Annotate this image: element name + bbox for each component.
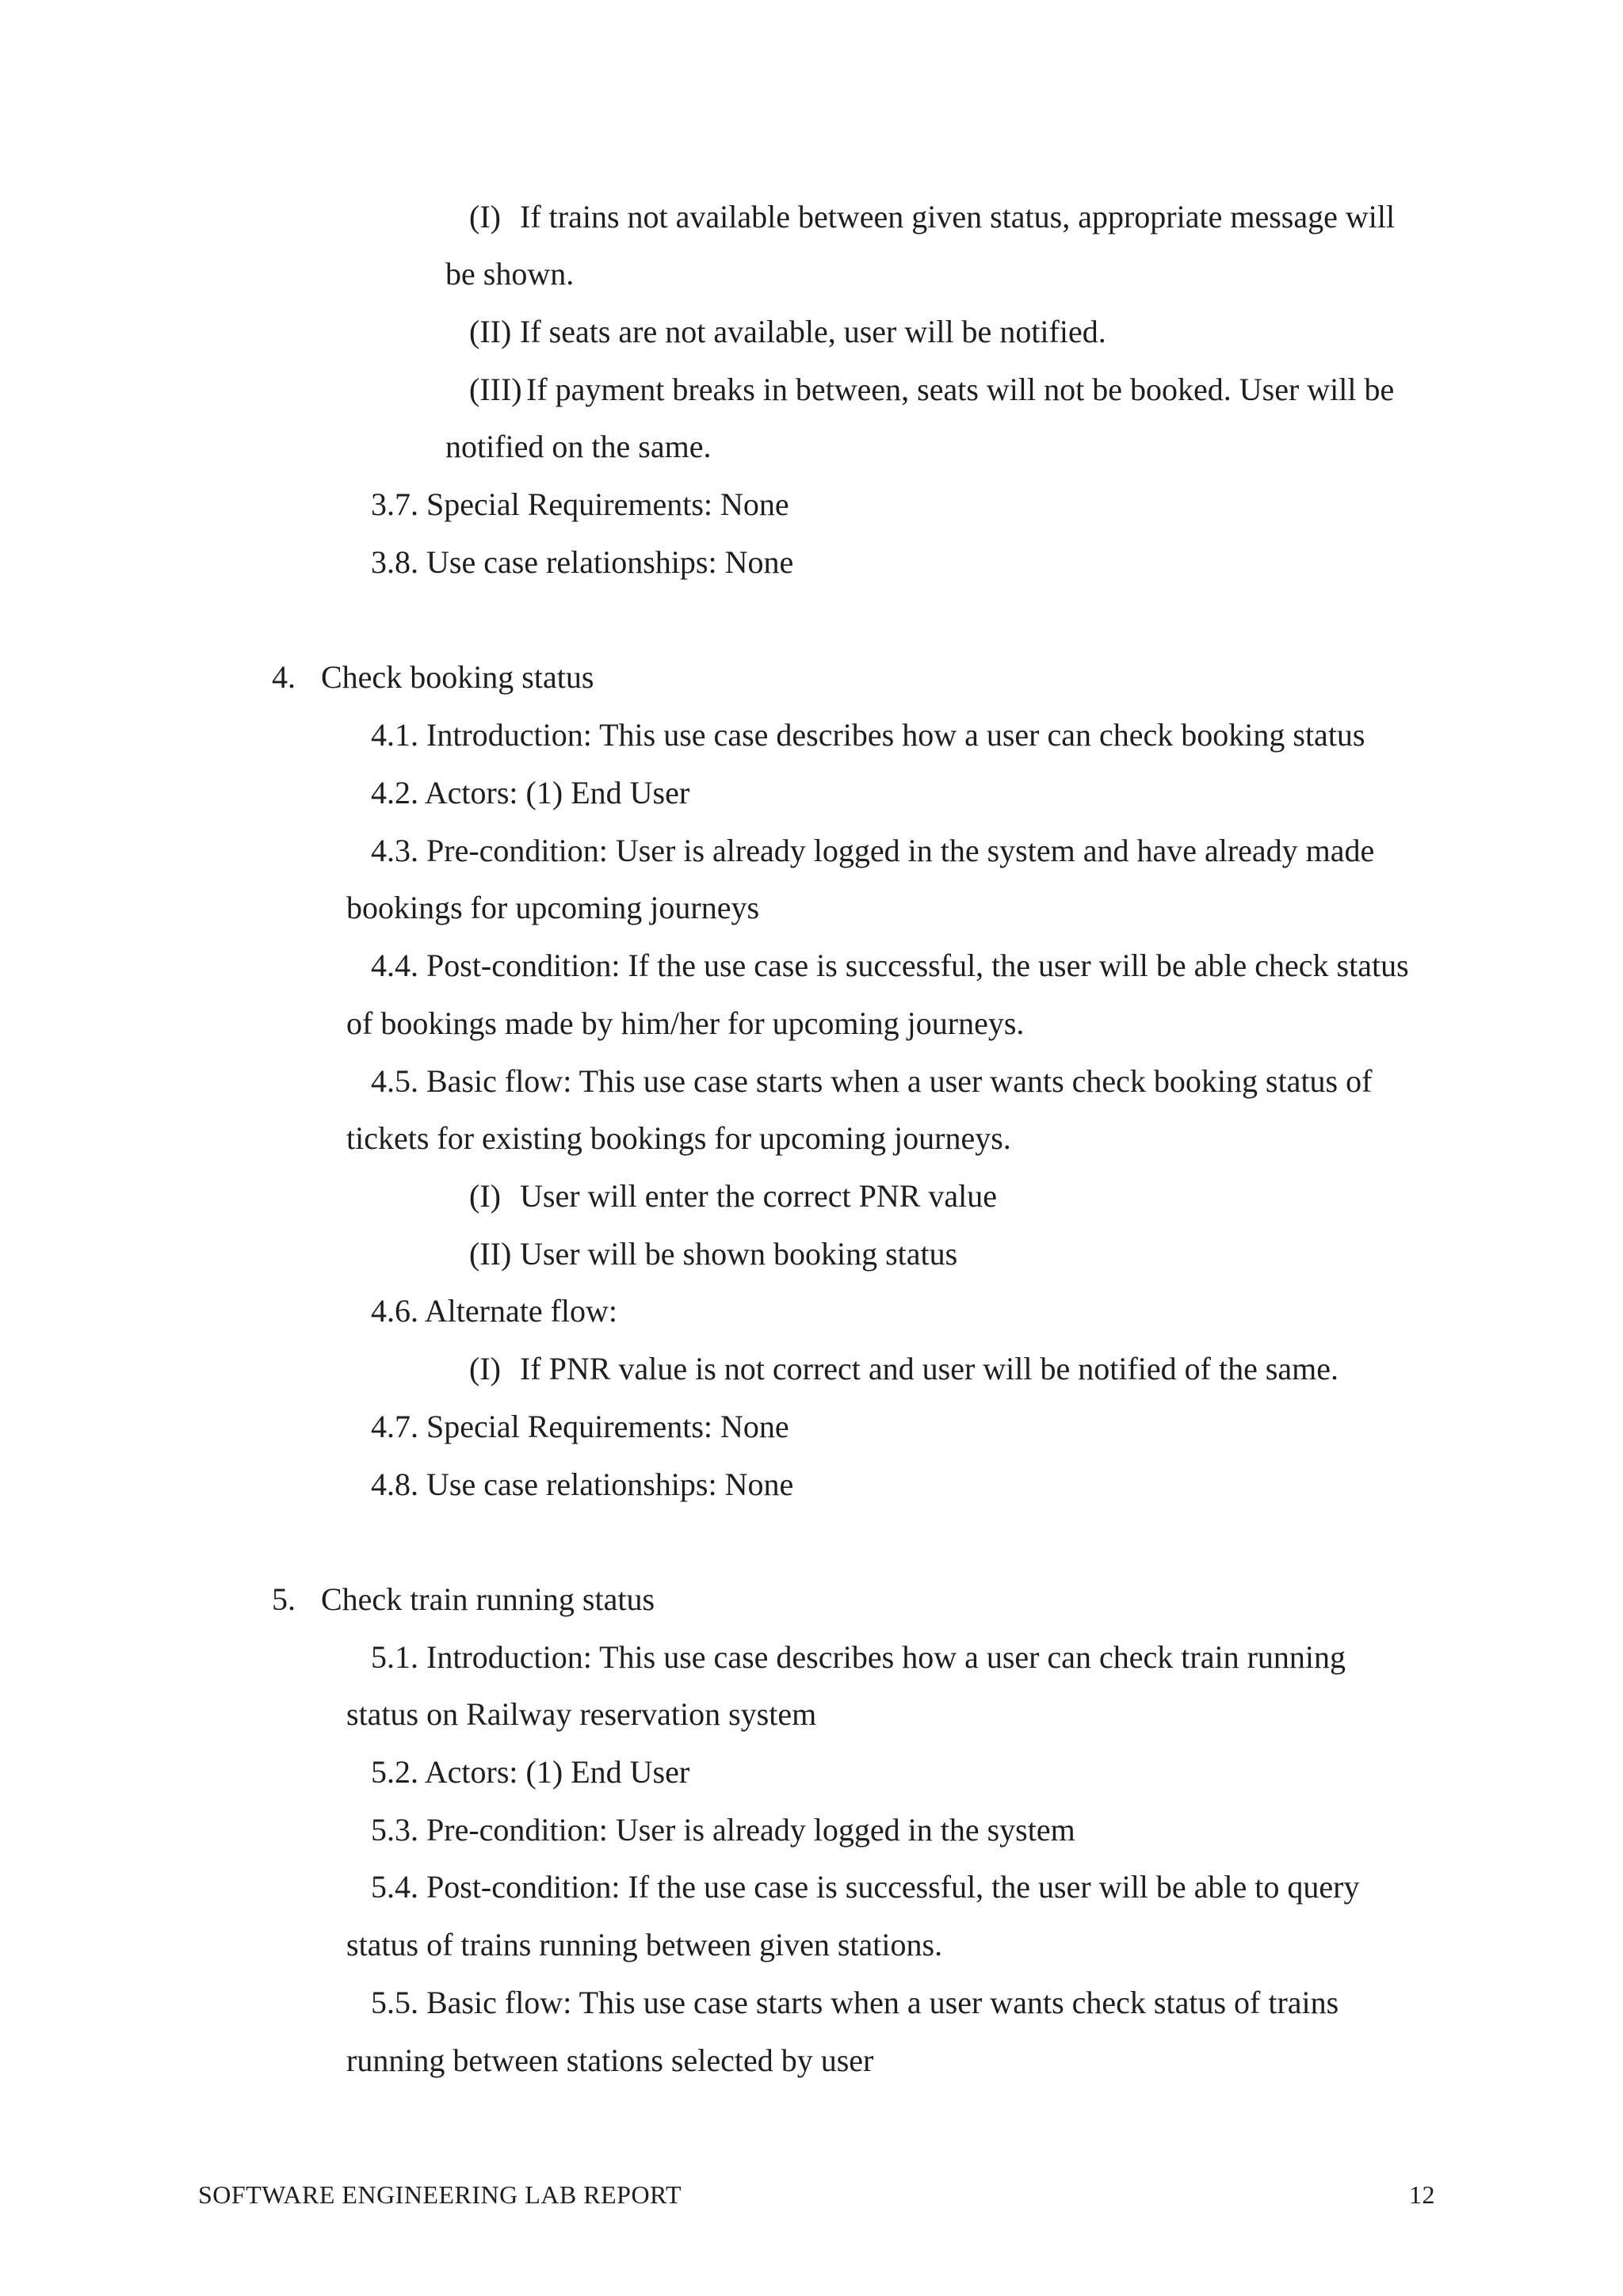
subsection-line: 4.1. Introduction: This use case describes how a user can check booking status (371, 717, 1365, 753)
section-number: 4. (272, 659, 296, 695)
list-item-text: If payment breaks in between, seats will not be booked. User will be (526, 372, 1395, 407)
section-number: 5. (272, 1581, 296, 1617)
list-marker: (III) (469, 372, 522, 407)
subsection-line: 4.2. Actors: (1) End User (371, 775, 690, 810)
section-heading (272, 1581, 655, 1619)
subsection-line: 5.4. Post-condition: If the use case is successful, the user will be able to query (371, 1869, 1360, 1905)
subsection-line: 4.7. Special Requirements: None (371, 1409, 789, 1444)
list-marker: (II) (469, 314, 512, 349)
list-item (469, 371, 1394, 409)
subsection-continuation: of bookings made by him/her for upcoming journeys. (346, 1005, 1025, 1041)
list-item (469, 1235, 957, 1273)
subsection-line: 4.3. Pre-condition: User is already logged in the system and have already made (371, 833, 1375, 868)
list-item-text: If seats are not available, user will be notified. (520, 314, 1106, 349)
page-number: 12 (1409, 2180, 1435, 2209)
subsection-line: 5.5. Basic flow: This use case starts when a user wants check status of trains (371, 1985, 1339, 2020)
list-item (469, 1350, 1338, 1388)
list-marker: (I) (469, 1351, 501, 1386)
list-marker: (I) (469, 199, 501, 235)
list-item-continuation: notified on the same. (445, 429, 712, 464)
subsection-continuation: status of trains running between given stations. (346, 1927, 943, 1962)
list-item-text: If PNR value is not correct and user will be notified of the same. (520, 1351, 1339, 1386)
list-item (469, 313, 1106, 351)
subsection-line: 5.2. Actors: (1) End User (371, 1754, 690, 1790)
subsection-line: 4.6. Alternate flow: (371, 1293, 618, 1329)
list-marker: (I) (469, 1178, 501, 1214)
subsection-line: 4.4. Post-condition: If the use case is successful, the user will be able check status (371, 948, 1409, 983)
subsection-continuation: status on Railway reservation system (346, 1696, 817, 1732)
subsection-line: 4.8. Use case relationships: None (371, 1466, 794, 1502)
section-heading (272, 658, 594, 696)
section-title: Check train running status (321, 1581, 655, 1617)
list-item-continuation: be shown. (445, 256, 575, 292)
subsection-continuation: running between stations selected by user (346, 2042, 874, 2078)
list-item (469, 1177, 997, 1215)
subsection-line: 4.5. Basic flow: This use case starts when a user wants check booking status of (371, 1063, 1373, 1099)
section-title: Check booking status (321, 659, 594, 695)
subsection-line: 3.7. Special Requirements: None (371, 486, 789, 522)
list-item (469, 198, 1395, 236)
footer-title: SOFTWARE ENGINEERING LAB REPORT (198, 2180, 682, 2209)
list-marker: (II) (469, 1236, 512, 1272)
subsection-line: 3.8. Use case relationships: None (371, 544, 794, 580)
subsection-continuation: bookings for upcoming journeys (346, 890, 760, 925)
subsection-line: 5.1. Introduction: This use case describes how a user can check train running (371, 1639, 1346, 1675)
subsection-line: 5.3. Pre-condition: User is already logged in the system (371, 1812, 1075, 1848)
list-item-text: User will enter the correct PNR value (520, 1178, 998, 1214)
list-item-text: If trains not available between given status, appropriate message will (520, 199, 1396, 235)
list-item-text: User will be shown booking status (520, 1236, 958, 1272)
subsection-continuation: tickets for existing bookings for upcoming journeys. (346, 1120, 1011, 1156)
